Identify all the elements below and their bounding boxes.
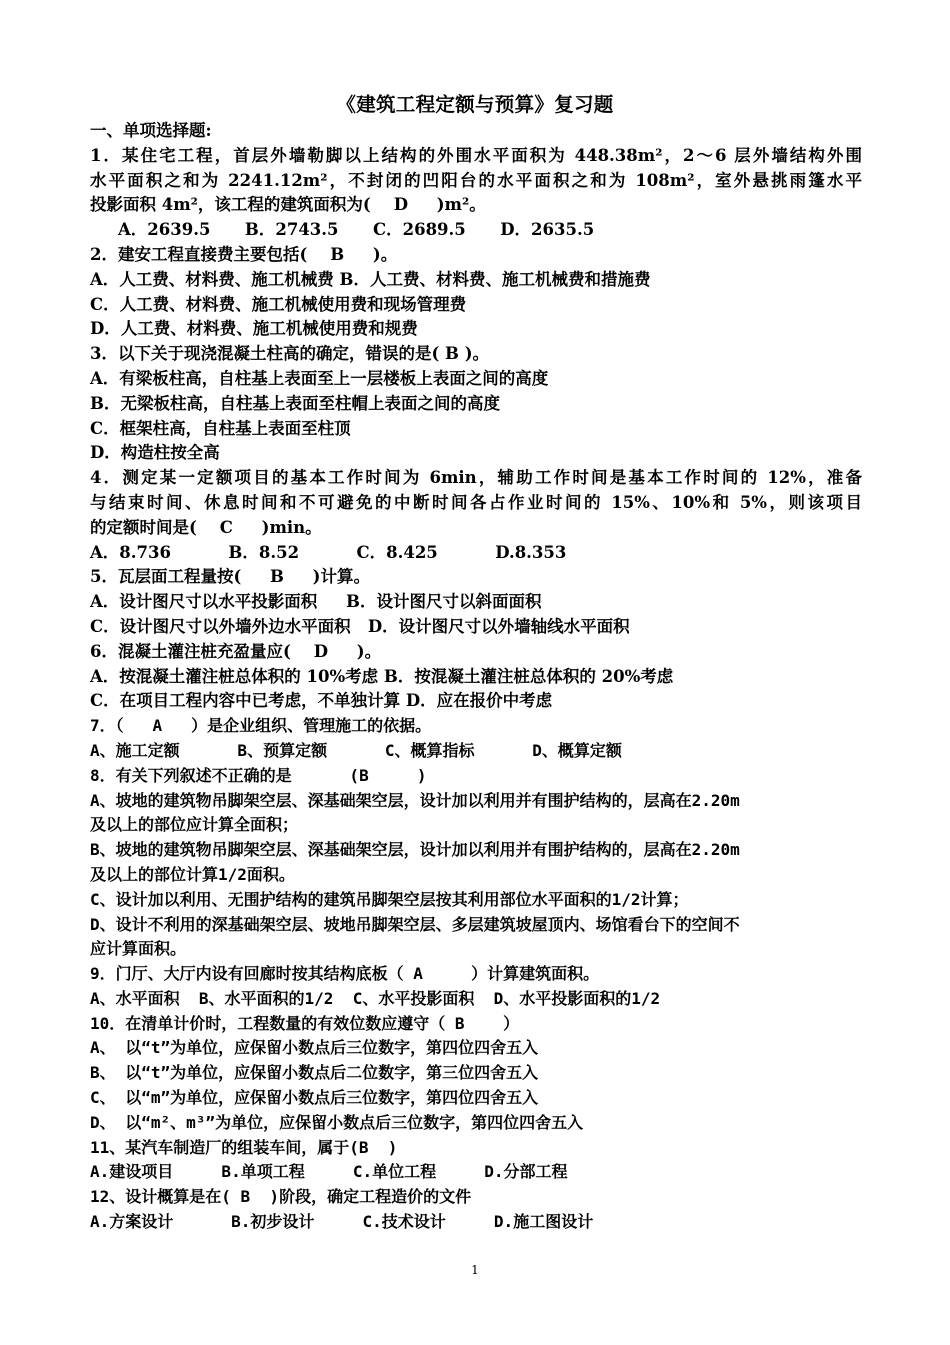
document-title: 《建筑工程定额与预算》复习题 [336, 93, 614, 116]
text-line: A、坡地的建筑物吊脚架空层、深基础架空层，设计加以利用并有围护结构的，层高在2.20m [90, 790, 740, 810]
text-line: 投影面积 4m²，该工程的建筑面积为( D )m²。 [90, 195, 486, 215]
text-line: C、设计加以利用、无围护结构的建筑吊脚架空层按其利用部位水平面积的1/2计算； [90, 889, 689, 909]
text-line: 及以上的部位计算1/2面积。 [90, 864, 295, 884]
text-line: 6．混凝土灌注桩充盈量应( D )。 [90, 641, 382, 661]
text-line: A．设计图尺寸以水平投影面积 B．设计图尺寸以斜面面积 [90, 592, 542, 612]
text-line: 1．某住宅工程，首层外墙勒脚以上结构的外围水平面积为 448.38m²，2～6 层外墙结构外围 [90, 145, 862, 165]
text-line: 9．门厅、大厅内设有回廊时按其结构底板（ A ）计算建筑面积。 [90, 964, 600, 984]
text-line: D、 以“m²、m³”为单位，应保留小数点后三位数字，第四位四舍五入 [90, 1112, 584, 1132]
text-line: 一、单项选择题: [90, 121, 212, 140]
text-line: 的定额时间是( C )min。 [90, 517, 322, 537]
text-line: 应计算面积。 [90, 939, 187, 959]
text-line: D．人工费、材料费、施工机械使用费和规费 [90, 319, 418, 339]
text-line: A、施工定额 B、预算定额 C、概算指标 D、概算定额 [90, 740, 622, 760]
text-line: B、 以“t”为单位，应保留小数点后二位数字，第三位四舍五入 [90, 1063, 539, 1083]
text-line: C．设计图尺寸以外墙外边水平面积 D．设计图尺寸以外墙轴线水平面积 [90, 616, 630, 636]
text-line: 及以上的部位应计算全面积； [90, 815, 299, 835]
text-line: 5．瓦层面工程量按( B )计算。 [90, 567, 370, 587]
text-line: A．有梁板柱高，自柱基上表面至上一层楼板上表面之间的高度 [90, 368, 549, 388]
text-line: 水平面积之和为 2241.12m²，不封闭的凹阳台的水平面积之和为 108m²，室外悬挑雨篷水平 [90, 170, 862, 190]
text-line: A.建设项目 B.单项工程 C.单位工程 D.分部工程 [90, 1162, 568, 1182]
page-number: 1 [471, 1263, 479, 1277]
text-line: 11、某汽车制造厂的组装车间，属于(B ) [90, 1137, 398, 1157]
text-line: C．在项目工程内容中已考虑，不单独计算 D．应在报价中考虑 [90, 691, 553, 711]
text-line: 2．建安工程直接费主要包括( B )。 [90, 244, 398, 264]
text-line: A．8.736 B．8.52 C．8.425 D.8.353 [90, 542, 567, 562]
text-line: B．无梁板柱高，自柱基上表面至柱帽上表面之间的高度 [90, 393, 500, 413]
text-line: C．框架柱高，自柱基上表面至柱顶 [90, 418, 351, 438]
text-line: 3．以下关于现浇混凝土柱高的确定，错误的是( B )。 [90, 344, 490, 364]
text-line: A、水平面积 B、水平面积的1/2 C、水平投影面积 D、水平投影面积的1/2 [90, 988, 661, 1008]
text-line: 与结束时间、休息时间和不可避免的中断时间各占作业时间的 15%、10%和 5%，则该项目 [90, 492, 862, 512]
text-line: 12、设计概算是在( B )阶段，确定工程造价的文件 [90, 1187, 472, 1207]
text-line: D．构造柱按全高 [90, 443, 220, 463]
text-line: 4．测定某一定额项目的基本工作时间为 6min，辅助工作时间是基本工作时间的 12%，准备 [90, 468, 862, 488]
text-line: A．2639.5 B．2743.5 C．2689.5 D．2635.5 [118, 220, 595, 240]
text-line: A、 以“t”为单位，应保留小数点后三位数字，第四位四舍五入 [90, 1038, 539, 1058]
text-line: 7．（ A ）是企业组织、管理施工的依据。 [90, 716, 432, 736]
text-line: C、 以“m”为单位，应保留小数点后三位数字，第四位四舍五入 [90, 1088, 539, 1108]
text-line: 10．在清单计价时，工程数量的有效位数应遵守（ B ） [90, 1013, 520, 1033]
text-line: A.方案设计 B.初步设计 C.技术设计 D.施工图设计 [90, 1212, 594, 1232]
text-line: D、设计不利用的深基础架空层、坡地吊脚架空层、多层建筑坡屋顶内、场馆看台下的空间不 [90, 914, 740, 934]
text-line: 8．有关下列叙述不正确的是 (B ) [90, 765, 427, 785]
question-list [90, 119, 862, 1235]
text-line: A．人工费、材料费、施工机械费 B．人工费、材料费、施工机械费和措施费 [90, 269, 651, 289]
text-line: A．按混凝土灌注桩总体积的 10%考虑 B．按混凝土灌注桩总体积的 20%考虑 [90, 666, 674, 686]
text-line: B、坡地的建筑物吊脚架空层、深基础架空层，设计加以利用并有围护结构的，层高在2.20m [90, 840, 740, 860]
text-line: C．人工费、材料费、施工机械使用费和现场管理费 [90, 294, 467, 314]
